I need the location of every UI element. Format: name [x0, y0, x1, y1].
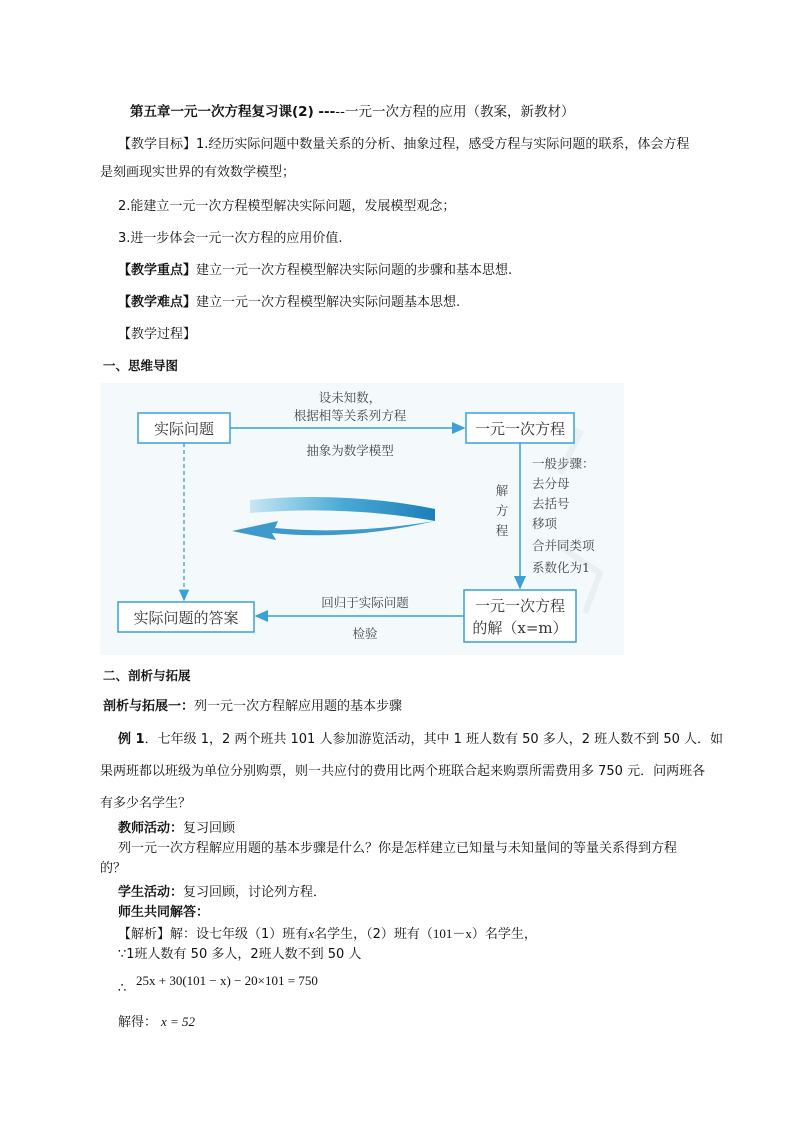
step-3: 移项	[532, 516, 558, 531]
example1-text1: ．七年级 1，2 两个班共 101 人参加游览活动，其中 1 班人数有 50 多人，2 班人数不到 50 人．如	[144, 732, 724, 747]
together-heading: 师生共同解答：	[118, 905, 210, 920]
step-0: 一般步骤：	[532, 456, 595, 471]
analysis-line	[118, 925, 537, 944]
teacher-activity-text: 复习回顾	[183, 821, 236, 836]
box-solution	[464, 590, 576, 642]
example1-line2: 果两班都以班级为单位分别购票，则一共应付的费用比两个班联合起来购票所需费用多 750 元．问两班各	[100, 764, 706, 779]
difficulty	[118, 294, 460, 312]
teacher-question-line1: 列一元一次方程解应用题的基本步骤是什么？你是怎样建立已知量与未知量间的等量关系得到方程	[118, 841, 678, 856]
student-activity-text: 复习回顾，讨论列方程．	[183, 885, 327, 900]
analysis-var: x	[308, 926, 315, 941]
example1-line1	[118, 731, 723, 749]
page-title	[130, 100, 575, 120]
box-answer	[118, 602, 254, 632]
goals-label: 【教学目标】	[118, 137, 197, 152]
analysis-solve-label: 解得：	[118, 1015, 158, 1030]
difficulty-label: 【教学难点】	[118, 295, 197, 310]
analysis-solution-line	[118, 1013, 195, 1032]
step-4: 合并同类项	[532, 538, 595, 553]
analysis-equation: 25x + 30(101 − x) − 20×101 = 750	[136, 973, 318, 988]
teacher-activity	[118, 820, 235, 838]
goals-item3: 3.进一步体会一元一次方程的应用价值.	[118, 231, 343, 246]
sub-heading-1	[103, 698, 402, 716]
label-abstract-model: 抽象为数学模型	[306, 443, 394, 458]
key-point-label: 【教学重点】	[118, 263, 197, 278]
step-5: 系数化为1	[532, 560, 590, 575]
analysis-expr: 101－x	[432, 926, 472, 941]
analysis-solution: x = 52	[161, 1014, 196, 1029]
step-1: 去分母	[532, 476, 570, 491]
box-solution-line1: 一元一次方程	[474, 597, 566, 615]
process-label: 【教学过程】	[118, 327, 197, 342]
box-solution-line2: 的解（x=m）	[472, 619, 568, 637]
section-mindmap-heading: 一、思维导图	[103, 358, 179, 373]
analysis-text-b: 名学生，（2）班有（	[314, 927, 433, 942]
sub-heading-1-text: 列一元一次方程解应用题的基本步骤	[194, 699, 403, 714]
example1-line3: 有多少名学生？	[100, 796, 192, 811]
mind-map-diagram	[100, 383, 624, 655]
label-return: 回归于实际问题	[321, 595, 409, 610]
analysis-text-c: ）名学生，	[471, 927, 537, 942]
teacher-activity-label: 教师活动：	[118, 821, 184, 836]
box-equation	[466, 413, 574, 443]
title-normal: --一元一次方程的应用（教案，新教材）	[335, 104, 575, 120]
key-point-text: 建立一元一次方程模型解决实际问题的步骤和基本思想.	[196, 263, 513, 278]
student-activity-label: 学生活动：	[118, 885, 184, 900]
box-real-problem-text: 实际问题	[153, 420, 215, 438]
analysis-because: ∵1班人数有 50 多人，2班人数不到 50 人	[118, 947, 362, 962]
label-set-unknown: 设未知数，	[318, 390, 382, 405]
student-activity	[118, 884, 326, 902]
goals-item2: 2.能建立一元一次方程模型解决实际问题，发展模型观念；	[118, 199, 456, 214]
step-2: 去括号	[532, 496, 570, 511]
sub-heading-1-bold: 剖析与拓展一：	[103, 699, 195, 714]
box-answer-text: 实际问题的答案	[133, 609, 239, 627]
box-equation-text: 一元一次方程	[474, 420, 566, 438]
teacher-question-line2: 的？	[100, 861, 127, 876]
difficulty-text: 建立一元一次方程模型解决实际问题基本思想.	[196, 295, 461, 310]
label-equation-by-relation: 根据相等关系列方程	[293, 408, 407, 423]
label-solve-3: 程	[495, 523, 509, 538]
goals-line1	[118, 136, 689, 154]
analysis-therefore-symbol: ∴	[118, 981, 127, 996]
goals-line2: 是刻画现实世界的有效数学模型；	[100, 165, 296, 180]
analysis-label: 【解析】	[118, 927, 171, 942]
title-bold: 第五章一元一次方程复习课(2) ---	[130, 104, 336, 120]
box-real-problem	[138, 413, 230, 443]
label-solve-2: 方	[495, 503, 509, 518]
goals-text: 1.经历实际问题中数量关系的分析、抽象过程，感受方程与实际问题的联系，体会方程	[196, 137, 690, 152]
label-check: 检验	[352, 626, 378, 641]
analysis-text-a: 解：设七年级（1）班有	[170, 927, 309, 942]
label-solve-1: 解	[495, 483, 509, 498]
key-point	[118, 262, 512, 280]
section-analysis-heading: 二、剖析与拓展	[103, 668, 191, 683]
example1-label: 例 1	[118, 732, 145, 747]
